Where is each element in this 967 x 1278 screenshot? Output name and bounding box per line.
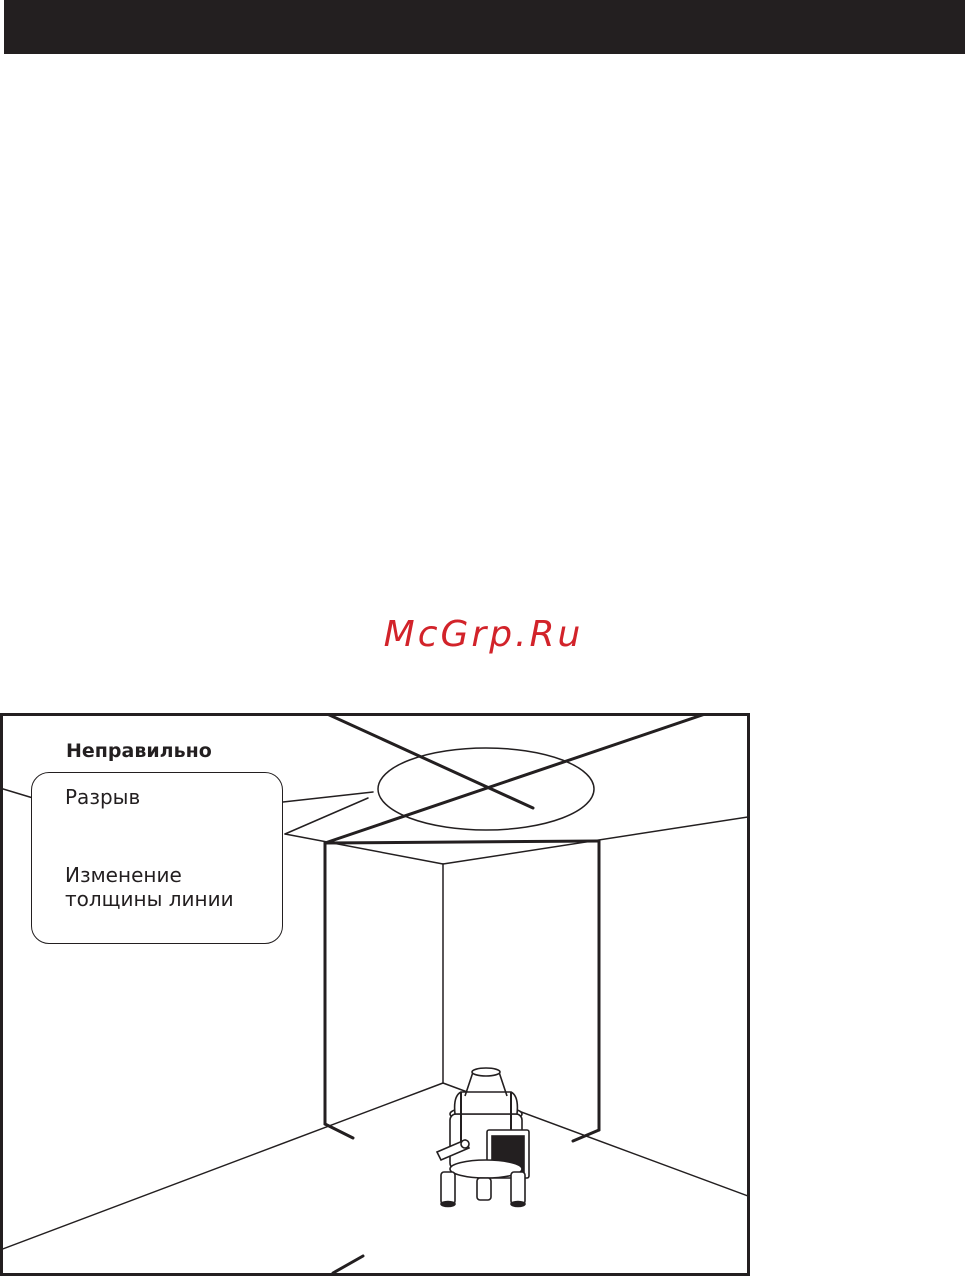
width-change-label (65, 863, 234, 911)
callout-pointer (283, 792, 373, 834)
laser-level-icon (437, 1068, 529, 1207)
callout-box (31, 772, 283, 944)
incorrect-illustration (0, 713, 750, 1276)
incorrect-heading: Неправильно (66, 740, 212, 762)
header-bar (4, 0, 965, 54)
gap-label: Разрыв (65, 785, 141, 809)
watermark-text: McGrp.Ru (383, 614, 584, 655)
width-change-label-line2: толщины линии (65, 887, 234, 911)
width-change-label-line1: Изменение (65, 863, 182, 887)
